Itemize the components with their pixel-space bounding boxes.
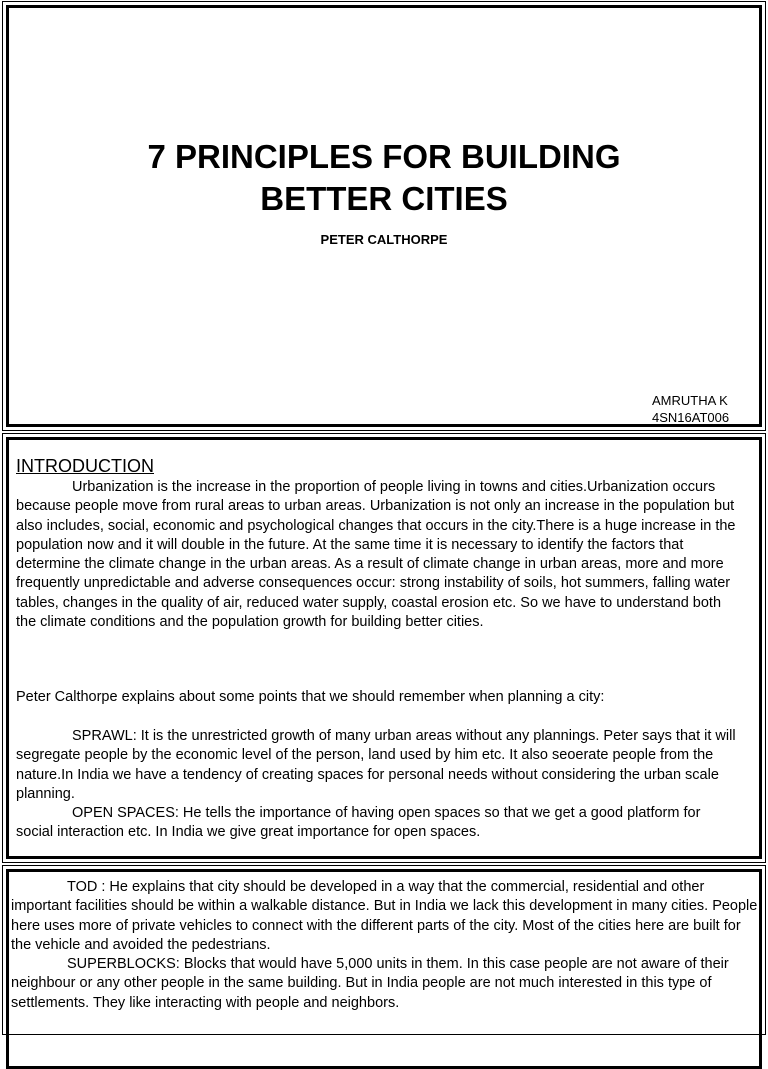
open-spaces-paragraph [16, 804, 738, 843]
superblocks-paragraph [11, 955, 759, 1013]
author-name: AMRUTHA K [652, 393, 728, 408]
tod-paragraph [11, 878, 759, 955]
slide-frame [6, 5, 762, 427]
introduction-slide [2, 433, 766, 863]
slide-frame [6, 437, 762, 859]
sprawl-paragraph [16, 727, 738, 804]
author-block [652, 392, 729, 426]
title-slide [2, 1, 766, 431]
section-heading: INTRODUCTION [16, 456, 154, 476]
slide-frame [6, 869, 762, 1069]
intro-paragraph [16, 478, 738, 632]
tod-paragraph-text: TOD : He explains that city should be developed in a way that the commercial, residential and other important facilities should be within a walkable distance. But in India we lack this development in many cities. People here uses more of private vehicles to connect with the different parts of the city. Most of the cities here are built for the vehicle and avoided the pedestrians. [11, 879, 758, 953]
principles-slide [2, 865, 766, 1035]
sprawl-paragraph-text: SPRAWL: It is the unrestricted growth of many urban areas without any plannings. Peter says that it will segregate people by the economic level of the person, land used by him etc. It also seoerate people from the nature.In India we have a tendency of creating spaces for personal needs without considering the urban scale planning. [16, 728, 736, 802]
page-title [9, 136, 759, 220]
author-id: 4SN16AT006 [652, 410, 730, 425]
subtitle: PETER CALTHORPE [320, 232, 448, 247]
superblocks-paragraph-text: SUPERBLOCKS: Blocks that would have 5,000 units in them. In this case people are not aware of their neighbour or any other people in the same building. But in India people are not much interested in this type of settlements. They like interacting with people and neighbors. [11, 956, 729, 1011]
calthorpe-paragraph: Peter Calthorpe explains about some points that we should remember when planning a city: [16, 689, 605, 705]
title-line-1: 7 PRINCIPLES FOR BUILDING [147, 138, 621, 175]
open-spaces-paragraph-text: OPEN SPACES: He tells the importance of having open spaces so that we get a good platform for social interaction etc. In India we give great importance for open spaces. [16, 805, 701, 841]
intro-paragraph-text: Urbanization is the increase in the proportion of people living in towns and cities.Urbanization occurs because people move from rural areas to urban areas. Urbanization is not only an increase in the population but also includes, social, economic and psychological changes that occurs in the city.There is a huge increase in the population now and it will double in the future. At the same time it is necessary to identify the factors that determine the climate change in the urban areas. As a result of climate change in urban areas, more and more frequently unpredictable and adverse consequences occur: strong instability of soils, hot summers, falling water tables, changes in the quality of air, reduced water supply, coastal erosion etc. So we have to understand both the climate conditions and the population growth for building better cities. [16, 479, 736, 631]
title-line-2: BETTER CITIES [260, 180, 508, 217]
